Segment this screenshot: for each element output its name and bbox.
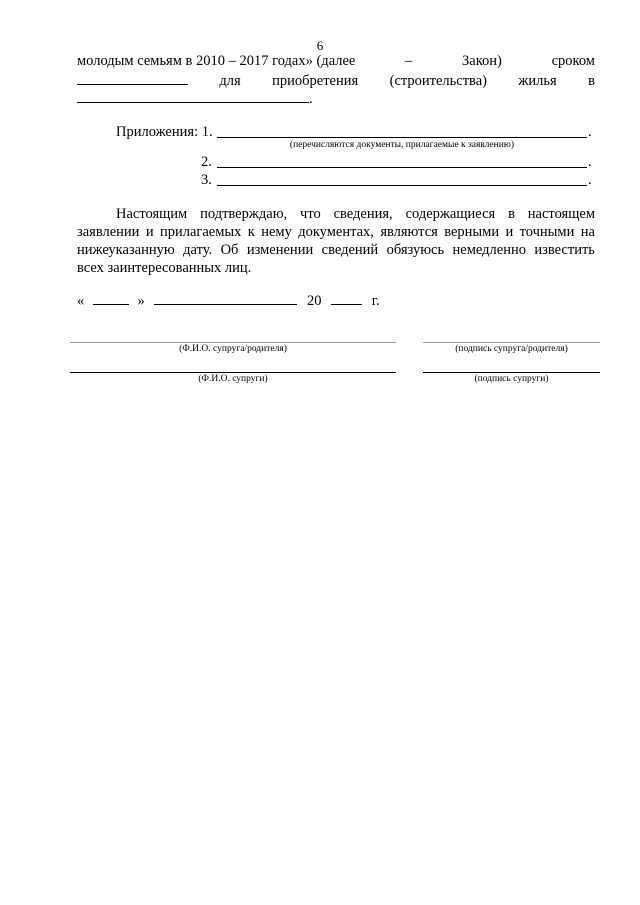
word: к xyxy=(247,224,255,240)
word: являются xyxy=(380,224,438,240)
spouse-parent-signature-field[interactable] xyxy=(423,342,600,343)
wife-name-caption: (Ф.И.О. супруги) xyxy=(198,374,268,384)
wife-signature-caption: (подпись супруги) xyxy=(474,374,549,384)
word: немедленно xyxy=(452,242,526,258)
page-number: 6 xyxy=(316,38,324,53)
intro-line-1 xyxy=(77,52,595,70)
year-suffix: г. xyxy=(371,293,380,309)
word: документах, xyxy=(298,224,374,240)
spouse-parent-signature-caption: (подпись супруга/родителя) xyxy=(455,344,568,354)
attachment-3-dot: . xyxy=(588,172,592,188)
word: подтверждаю, xyxy=(200,206,288,222)
confirmation-line-3 xyxy=(77,241,595,259)
confirmation-paragraph xyxy=(77,205,595,277)
attachments-label: Приложения: 1. xyxy=(116,124,213,140)
word: Об xyxy=(220,242,239,258)
word: заявлении xyxy=(77,224,140,240)
intro-in: в xyxy=(588,73,595,89)
attachment-2-dot: . xyxy=(588,154,592,170)
intro-acquisition: приобретения xyxy=(272,73,359,89)
word: прилагаемых xyxy=(159,224,242,240)
intro-law: Закон) xyxy=(462,53,502,69)
attachment-1-field[interactable] xyxy=(217,137,587,138)
intro-term: сроком xyxy=(551,53,595,69)
word: сведения, xyxy=(333,206,393,222)
word: настоящем xyxy=(527,206,595,222)
intro-line-3 xyxy=(77,88,313,108)
word: и xyxy=(505,224,514,240)
word: и xyxy=(145,224,154,240)
intro-end-dot: . xyxy=(309,91,313,107)
word: точными xyxy=(519,224,575,240)
term-blank[interactable] xyxy=(77,70,188,85)
location-blank[interactable] xyxy=(77,88,309,103)
word: известить xyxy=(534,242,595,258)
word: Настоящим xyxy=(116,206,188,222)
word: на xyxy=(580,224,595,240)
word: обязуюсь xyxy=(386,242,445,258)
intro-line-2 xyxy=(77,70,595,90)
attachment-2-field[interactable] xyxy=(217,167,587,168)
word: в xyxy=(508,206,515,222)
word: содержащиеся xyxy=(405,206,496,222)
date-row xyxy=(77,290,380,310)
intro-construction: (строительства) xyxy=(389,73,487,89)
confirmation-line-1 xyxy=(77,205,595,223)
date-close-quote: » xyxy=(137,293,145,309)
year-prefix: 20 xyxy=(307,293,322,309)
word: нижеуказанную xyxy=(77,242,175,258)
wife-name-field[interactable] xyxy=(70,372,396,373)
intro-for: для xyxy=(219,73,241,89)
spouse-parent-name-caption: (Ф.И.О. супруга/родителя) xyxy=(179,344,287,354)
attachment-3-field[interactable] xyxy=(217,185,587,186)
spouse-parent-name-field[interactable] xyxy=(70,342,396,343)
word: изменении xyxy=(246,242,314,258)
intro-dash: – xyxy=(405,53,413,69)
word: сведений xyxy=(321,242,379,258)
day-field[interactable] xyxy=(93,290,129,305)
attachments-note: (перечисляются документы, прилагаемые к заявлению) xyxy=(289,140,515,150)
word: что xyxy=(300,206,321,222)
word: дату. xyxy=(183,242,213,258)
confirmation-line-2 xyxy=(77,223,595,241)
attachment-2-number: 2. xyxy=(201,154,212,170)
month-field[interactable] xyxy=(154,290,297,305)
wife-signature-field[interactable] xyxy=(423,372,600,373)
date-open-quote: « xyxy=(77,293,85,309)
attachment-1-dot: . xyxy=(588,124,592,140)
word: верными xyxy=(444,224,500,240)
year-field[interactable] xyxy=(331,290,362,305)
confirmation-line-4: всех заинтересованных лиц. xyxy=(77,260,252,276)
word: нему xyxy=(261,224,292,240)
intro-text-1: молодым семьям в 2010 – 2017 годах» (далее xyxy=(77,53,356,69)
intro-housing: жилья xyxy=(518,73,557,89)
attachment-3-number: 3. xyxy=(201,172,212,188)
